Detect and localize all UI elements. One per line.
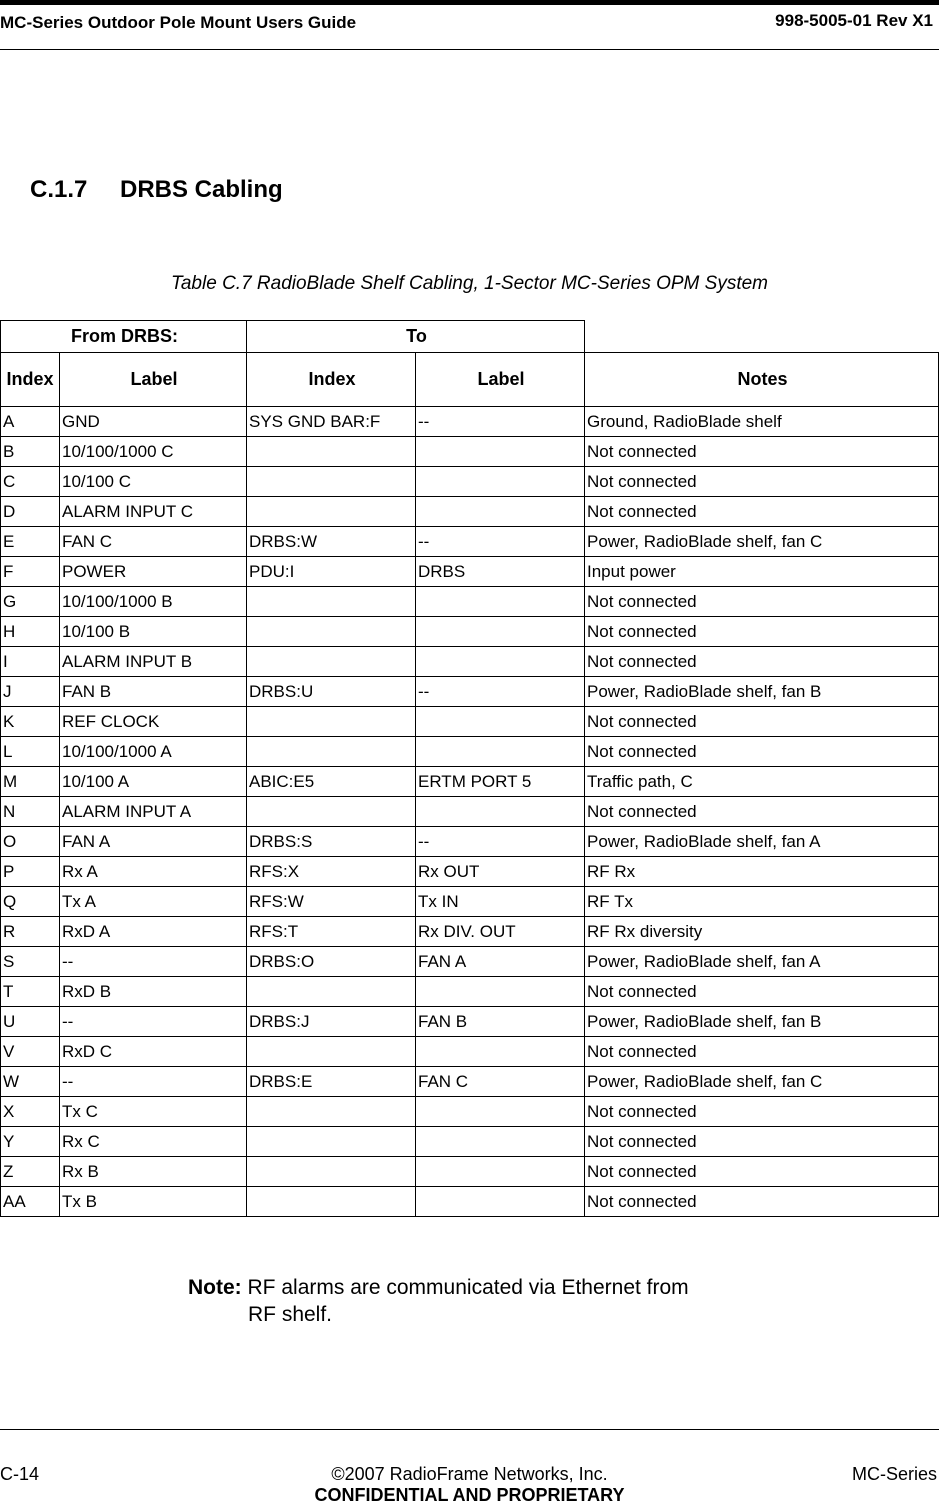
section-title: DRBS Cabling xyxy=(120,176,283,203)
cell-from-label: 10/100/1000 A xyxy=(60,737,247,767)
section-number: C.1.7 xyxy=(30,176,88,203)
table-row xyxy=(1,737,939,767)
cell-from-index: U xyxy=(1,1007,60,1037)
table-row xyxy=(1,977,939,1007)
cell-notes: Not connected xyxy=(585,737,939,767)
confidential-notice: CONFIDENTIAL AND PROPRIETARY xyxy=(314,1485,625,1505)
cell-from-label: 10/100/1000 C xyxy=(60,437,247,467)
cell-from-index: I xyxy=(1,647,60,677)
cell-from-label: 10/100 C xyxy=(60,467,247,497)
cell-to-label: FAN A xyxy=(416,947,585,977)
cell-notes: Not connected xyxy=(585,617,939,647)
cell-to-label: -- xyxy=(416,527,585,557)
cell-notes: Not connected xyxy=(585,1127,939,1157)
table-row xyxy=(1,1097,939,1127)
cell-from-label: Rx A xyxy=(60,857,247,887)
cell-to-index: ABIC:E5 xyxy=(247,767,416,797)
cell-from-index: Q xyxy=(1,887,60,917)
cell-to-label xyxy=(416,1127,585,1157)
cell-to-label xyxy=(416,617,585,647)
cell-to-label: DRBS xyxy=(416,557,585,587)
cell-from-label: REF CLOCK xyxy=(60,707,247,737)
table-row xyxy=(1,887,939,917)
cell-from-label: RxD A xyxy=(60,917,247,947)
cell-from-index: F xyxy=(1,557,60,587)
table-row xyxy=(1,767,939,797)
table-row xyxy=(1,827,939,857)
header-bar xyxy=(0,0,939,5)
table-row xyxy=(1,497,939,527)
cell-to-index: DRBS:E xyxy=(247,1067,416,1097)
cell-to-label: -- xyxy=(416,677,585,707)
cell-notes: Not connected xyxy=(585,647,939,677)
table-row xyxy=(1,467,939,497)
cell-to-label xyxy=(416,497,585,527)
cell-from-index: E xyxy=(1,527,60,557)
cell-from-label: FAN A xyxy=(60,827,247,857)
cell-to-index xyxy=(247,737,416,767)
note xyxy=(188,1274,748,1328)
cell-to-label: ERTM PORT 5 xyxy=(416,767,585,797)
cell-from-index: T xyxy=(1,977,60,1007)
cell-from-index: O xyxy=(1,827,60,857)
cell-from-index: W xyxy=(1,1067,60,1097)
cell-from-label: -- xyxy=(60,1067,247,1097)
cell-to-label: -- xyxy=(416,407,585,437)
cell-from-index: P xyxy=(1,857,60,887)
cell-to-index: SYS GND BAR:F xyxy=(247,407,416,437)
cell-notes: Not connected xyxy=(585,1037,939,1067)
cell-notes: Not connected xyxy=(585,437,939,467)
header-divider xyxy=(0,49,939,50)
cell-to-label: Rx DIV. OUT xyxy=(416,917,585,947)
cell-to-index xyxy=(247,587,416,617)
column-header-to-label: Label xyxy=(416,353,585,407)
cell-from-label: 10/100 A xyxy=(60,767,247,797)
cell-from-index: AA xyxy=(1,1187,60,1217)
cell-to-index xyxy=(247,1157,416,1187)
cell-from-label: RxD B xyxy=(60,977,247,1007)
cell-from-label: 10/100/1000 B xyxy=(60,587,247,617)
table-row xyxy=(1,527,939,557)
cell-to-label xyxy=(416,1097,585,1127)
cell-to-index: RFS:T xyxy=(247,917,416,947)
cell-from-index: M xyxy=(1,767,60,797)
cell-notes: Not connected xyxy=(585,587,939,617)
column-header-from-label: Label xyxy=(60,353,247,407)
cell-notes: Not connected xyxy=(585,467,939,497)
cell-notes: Not connected xyxy=(585,1187,939,1217)
cell-from-label: ALARM INPUT C xyxy=(60,497,247,527)
cell-to-label: Rx OUT xyxy=(416,857,585,887)
cell-notes: Not connected xyxy=(585,707,939,737)
cell-notes: Ground, RadioBlade shelf xyxy=(585,407,939,437)
cell-from-label: GND xyxy=(60,407,247,437)
note-label: Note: xyxy=(188,1276,242,1299)
cell-from-label: -- xyxy=(60,1007,247,1037)
footer-divider xyxy=(0,1429,939,1430)
cell-to-index xyxy=(247,437,416,467)
cell-to-label xyxy=(416,1157,585,1187)
table-row xyxy=(1,1007,939,1037)
document-revision: 998-5005-01 Rev X1 xyxy=(775,11,933,30)
table-row xyxy=(1,407,939,437)
table-row xyxy=(1,1187,939,1217)
cell-notes: Power, RadioBlade shelf, fan B xyxy=(585,1007,939,1037)
cell-from-index: H xyxy=(1,617,60,647)
cell-from-label: 10/100 B xyxy=(60,617,247,647)
cell-to-label: FAN C xyxy=(416,1067,585,1097)
cell-to-label: FAN B xyxy=(416,1007,585,1037)
cell-notes: Not connected xyxy=(585,797,939,827)
cell-notes: Traffic path, C xyxy=(585,767,939,797)
cell-notes: Power, RadioBlade shelf, fan C xyxy=(585,1067,939,1097)
cell-to-index xyxy=(247,1037,416,1067)
cell-to-index xyxy=(247,797,416,827)
cell-from-label: FAN B xyxy=(60,677,247,707)
group-header-blank xyxy=(585,321,939,353)
table-body xyxy=(1,407,939,1217)
cell-to-label: -- xyxy=(416,827,585,857)
cell-to-index xyxy=(247,647,416,677)
cell-to-label xyxy=(416,707,585,737)
cell-from-label: Rx B xyxy=(60,1157,247,1187)
cell-to-label xyxy=(416,1037,585,1067)
table-row xyxy=(1,797,939,827)
cell-from-index: V xyxy=(1,1037,60,1067)
cell-from-index: L xyxy=(1,737,60,767)
cell-to-label xyxy=(416,737,585,767)
table-row xyxy=(1,617,939,647)
cell-to-index: RFS:X xyxy=(247,857,416,887)
table-row xyxy=(1,557,939,587)
cell-from-index: A xyxy=(1,407,60,437)
cell-to-index xyxy=(247,1187,416,1217)
product-name: MC-Series xyxy=(851,1464,937,1484)
cell-to-index: DRBS:J xyxy=(247,1007,416,1037)
cell-to-index xyxy=(247,617,416,647)
cell-from-index: G xyxy=(1,587,60,617)
cell-to-label xyxy=(416,977,585,1007)
cell-from-label: POWER xyxy=(60,557,247,587)
copyright: ©2007 RadioFrame Networks, Inc. xyxy=(331,1464,608,1484)
cell-from-label: Tx C xyxy=(60,1097,247,1127)
cell-to-index xyxy=(247,1097,416,1127)
cell-to-label xyxy=(416,797,585,827)
cabling-table xyxy=(0,320,939,1217)
cell-to-label: Tx IN xyxy=(416,887,585,917)
section-heading xyxy=(30,176,283,204)
cell-to-index xyxy=(247,977,416,1007)
cell-notes: RF Rx diversity xyxy=(585,917,939,947)
cell-from-index: Z xyxy=(1,1157,60,1187)
cell-to-index: RFS:W xyxy=(247,887,416,917)
cell-from-label: Tx B xyxy=(60,1187,247,1217)
cell-notes: RF Tx xyxy=(585,887,939,917)
table-row xyxy=(1,1127,939,1157)
cell-notes: Not connected xyxy=(585,1097,939,1127)
cell-notes: Power, RadioBlade shelf, fan A xyxy=(585,947,939,977)
table-row xyxy=(1,947,939,977)
table-row xyxy=(1,647,939,677)
cell-to-index xyxy=(247,1127,416,1157)
cell-to-index: PDU:I xyxy=(247,557,416,587)
cell-from-index: C xyxy=(1,467,60,497)
cell-from-label: Rx C xyxy=(60,1127,247,1157)
group-header-from: From DRBS: xyxy=(1,321,247,353)
table-row xyxy=(1,707,939,737)
cell-notes: Not connected xyxy=(585,1157,939,1187)
table-row xyxy=(1,1067,939,1097)
cell-from-label: FAN C xyxy=(60,527,247,557)
group-header-to: To xyxy=(247,321,585,353)
cell-to-index: DRBS:S xyxy=(247,827,416,857)
cell-from-index: B xyxy=(1,437,60,467)
cell-to-index: DRBS:U xyxy=(247,677,416,707)
cell-from-index: D xyxy=(1,497,60,527)
table-row xyxy=(1,917,939,947)
cell-to-index: DRBS:W xyxy=(247,527,416,557)
cell-from-index: N xyxy=(1,797,60,827)
cell-notes: Not connected xyxy=(585,497,939,527)
cell-notes: Not connected xyxy=(585,977,939,1007)
cell-to-label xyxy=(416,467,585,497)
cell-from-index: J xyxy=(1,677,60,707)
cell-to-label xyxy=(416,437,585,467)
cell-from-label: ALARM INPUT A xyxy=(60,797,247,827)
cell-notes: Power, RadioBlade shelf, fan B xyxy=(585,677,939,707)
cell-to-label xyxy=(416,587,585,617)
cell-notes: RF Rx xyxy=(585,857,939,887)
cell-to-index xyxy=(247,467,416,497)
cell-notes: Power, RadioBlade shelf, fan A xyxy=(585,827,939,857)
table-caption: Table C.7 RadioBlade Shelf Cabling, 1-Sector MC-Series OPM System xyxy=(171,273,768,294)
cell-from-index: S xyxy=(1,947,60,977)
table-row xyxy=(1,1037,939,1067)
table-row xyxy=(1,1157,939,1187)
cell-from-label: ALARM INPUT B xyxy=(60,647,247,677)
cell-from-label: -- xyxy=(60,947,247,977)
page-number: C-14 xyxy=(0,1464,40,1484)
note-text-line2: RF shelf. xyxy=(248,1303,333,1326)
cell-to-index xyxy=(247,497,416,527)
table-row xyxy=(1,437,939,467)
document-title: MC-Series Outdoor Pole Mount Users Guide xyxy=(0,13,357,32)
cell-from-index: R xyxy=(1,917,60,947)
cell-notes: Power, RadioBlade shelf, fan C xyxy=(585,527,939,557)
cell-from-label: Tx A xyxy=(60,887,247,917)
cell-from-index: X xyxy=(1,1097,60,1127)
column-header-to-index: Index xyxy=(247,353,416,407)
cell-from-label: RxD C xyxy=(60,1037,247,1067)
cell-from-index: K xyxy=(1,707,60,737)
table-row xyxy=(1,857,939,887)
column-header-notes: Notes xyxy=(585,353,939,407)
cell-to-index xyxy=(247,707,416,737)
cell-from-index: Y xyxy=(1,1127,60,1157)
table-row xyxy=(1,677,939,707)
cell-notes: Input power xyxy=(585,557,939,587)
cell-to-label xyxy=(416,647,585,677)
note-text-line1: RF alarms are communicated via Ethernet from xyxy=(247,1276,689,1299)
cell-to-index: DRBS:O xyxy=(247,947,416,977)
cell-to-label xyxy=(416,1187,585,1217)
table-row xyxy=(1,587,939,617)
column-header-from-index: Index xyxy=(1,353,60,407)
